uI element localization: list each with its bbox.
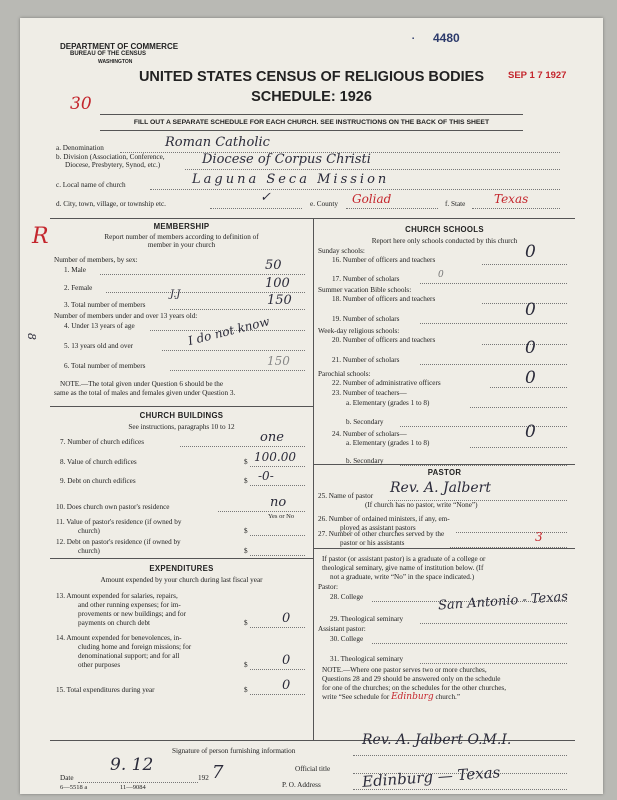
q2-label: 2. Female — [64, 284, 93, 292]
college-note-3: not a graduate, write “No” in the space indicated.) — [330, 573, 475, 581]
membership-note-1: NOTE.—The total given under Question 6 should be the — [60, 380, 224, 388]
year-prefix: 192 — [198, 774, 209, 782]
q22-q23-value: 0 — [525, 368, 536, 388]
date-label: Date — [60, 774, 74, 782]
handwritten-mark-30: 30 — [70, 94, 92, 114]
q9-dollar: $ — [244, 477, 248, 485]
q1-value: 50 — [265, 258, 282, 273]
membership-intro-1: Report number of members according to definition of — [104, 233, 259, 241]
q20-label: 20. Number of officers and teachers — [332, 336, 436, 344]
county-value: Goliad — [352, 192, 392, 206]
q30-label: 30. College — [330, 635, 364, 643]
q13-value: 0 — [282, 611, 291, 626]
q14-label-1: 14. Amount expended for benevolences, in- — [56, 634, 182, 642]
q15-label: 15. Total expenditures during year — [56, 686, 155, 694]
pastor-note-3: for one of the churches; on the schedules for the other churches, — [322, 684, 507, 692]
q24a-label: a. Elementary (grades 1 to 8) — [346, 439, 430, 447]
year-value: 7 — [212, 762, 224, 783]
q10-label: 10. Does church own pastor's residence — [56, 503, 170, 511]
stamp-dash: ▪ — [412, 36, 416, 42]
pastor-note-4-end: church.” — [435, 693, 461, 701]
q18-label: 18. Number of officers and teachers — [332, 295, 436, 303]
q26-label-1: 26. Number of ordained ministers, if any, em- — [318, 515, 450, 523]
q22-label: 22. Number of administrative officers — [332, 379, 441, 387]
signature-value: Rev. A. Jalbert O.M.I. — [362, 732, 512, 748]
q6-value: 150 — [267, 354, 290, 368]
q9-value: -0- — [258, 469, 274, 483]
date-value: 9. 12 — [110, 755, 154, 775]
q7-label: 7. Number of church edifices — [60, 438, 145, 446]
q13-dollar: $ — [244, 619, 248, 627]
date-stamp: SEP 1 7 1927 — [508, 70, 567, 81]
margin-marks: 8 — [25, 333, 38, 340]
census-schedule-form — [20, 18, 603, 794]
q23b-label: b. Secondary — [346, 418, 384, 426]
state-value: Texas — [494, 192, 529, 206]
membership-title: MEMBERSHIP — [153, 222, 210, 231]
division-value: Diocese of Corpus Christi — [202, 152, 371, 167]
q6-label: 6. Total number of members — [64, 362, 146, 370]
po-address-label: P. O. Address — [282, 781, 321, 789]
pastor-note-4 — [322, 693, 460, 702]
q12-label-2: church) — [78, 547, 100, 555]
handwritten-mark-r: R — [32, 224, 49, 249]
q17-label: 17. Number of scholars — [332, 275, 400, 283]
form-subtitle: SCHEDULE: 1926 — [251, 89, 372, 105]
q3-value: 150 — [267, 293, 292, 308]
denomination-value: Roman Catholic — [165, 135, 270, 150]
pastor-note-4-text: write “See schedule for — [322, 693, 390, 701]
members-by-sex-label: Number of members, by sex: — [54, 256, 138, 264]
q7-value: one — [260, 430, 284, 445]
q8-dollar: $ — [244, 458, 248, 466]
q15-value: 0 — [282, 678, 291, 693]
expenditures-sub: Amount expended by your church during last fiscal year — [100, 576, 263, 584]
weekday-schools-label: Week-day religious schools: — [318, 327, 400, 335]
q24-label: 24. Number of scholars— — [332, 430, 407, 438]
yes-or-no-caption: Yes or No — [268, 513, 295, 520]
q31-label: 31. Theological seminary — [330, 655, 404, 663]
pastor-title: PASTOR — [427, 468, 462, 477]
form-number: 6—5518 a — [60, 784, 88, 791]
q23a-label: a. Elementary (grades 1 to 8) — [346, 399, 430, 407]
q13-label-4: payments on church debt — [78, 619, 151, 627]
q13-label-2: and other running expenses; for im- — [78, 601, 181, 609]
buildings-sub: See instructions, paragraphs 10 to 12 — [128, 423, 235, 431]
q26-label-2: ployed as assistant pastors — [340, 524, 416, 532]
age-intro-label: Number of members under and over 13 years old: — [54, 312, 198, 320]
q15-dollar: $ — [244, 686, 248, 694]
form-title: UNITED STATES CENSUS OF RELIGIOUS BODIES — [138, 69, 485, 85]
college-note-2: theological seminary, give name of institution below. (If — [322, 564, 484, 572]
college-note-1: If pastor (or assistant pastor) is a graduate of a college or — [322, 555, 486, 563]
q14-label-3: denominational support; and for all — [78, 652, 180, 660]
city-town-value: ✓ — [260, 190, 271, 205]
q13-label-3: provements or new buildings; and for — [78, 610, 186, 618]
official-title-label: Official title — [295, 765, 331, 773]
po-address-value: Edinburg — Texas — [361, 763, 501, 791]
pastor-note-4-hand: Edinburg — [391, 692, 434, 702]
q10-value: no — [270, 495, 287, 510]
q28-label: 28. College — [330, 593, 364, 601]
membership-note-2: same as the total of males and females given under Question 3. — [54, 389, 236, 397]
q11-label-1: 11. Value of pastor's residence (if owned by — [56, 518, 182, 526]
q5-label: 5. 13 years old and over — [64, 342, 134, 350]
q14-label-2: cluding home and foreign missions; for — [78, 643, 192, 651]
department-label: DEPARTMENT OF COMMERCE — [60, 42, 179, 51]
q24b-label: b. Secondary — [346, 457, 384, 465]
q27-label-2: pastor or his assistants — [340, 539, 405, 547]
q21-label: 21. Number of scholars — [332, 356, 400, 364]
q20-q21-value: 0 — [525, 338, 536, 358]
q3-note: J.J — [170, 289, 181, 300]
denomination-label: a. Denomination — [56, 144, 104, 152]
pastor-note-1: NOTE.—Where one pastor serves two or more churches, — [322, 666, 487, 674]
q11-dollar: $ — [244, 527, 248, 535]
pastor-note-2: Questions 28 and 29 should be answered only on the schedule — [322, 675, 501, 683]
sunday-schools-label: Sunday schools: — [318, 247, 365, 255]
division-label-1: b. Division (Association, Conference, — [56, 153, 165, 161]
q29-label: 29. Theological seminary — [330, 615, 404, 623]
q1-label: 1. Male — [64, 266, 86, 274]
q4-label: 4. Under 13 years of age — [64, 322, 135, 330]
stamp-number: 4480 — [433, 31, 460, 45]
q13-label-1: 13. Amount expended for salaries, repairs, — [56, 592, 178, 600]
q8-value: 100.00 — [254, 450, 296, 464]
assistant-pastor-label: Assistant pastor: — [318, 625, 366, 633]
q17-note: 0 — [438, 270, 444, 280]
q11-label-2: church) — [78, 527, 100, 535]
q27-label-1: 27. Number of other churches served by the — [318, 530, 445, 538]
q12-label-1: 12. Debt on pastor's residence (if owned by — [56, 538, 181, 546]
q24-value: 0 — [525, 422, 536, 442]
q19-label: 19. Number of scholars — [332, 315, 400, 323]
q27-value: 3 — [535, 530, 543, 544]
pastor-sub-label: Pastor: — [318, 583, 338, 591]
q4-q5-value: I do not know — [186, 314, 271, 348]
summer-schools-label: Summer vacation Bible schools: — [318, 286, 412, 294]
membership-intro-2: member in your church — [147, 241, 216, 249]
county-label: e. County — [310, 200, 338, 208]
q14-dollar: $ — [244, 661, 248, 669]
print-number: 11—9084 — [120, 784, 146, 791]
instruction-line: FILL OUT A SEPARATE SCHEDULE FOR EACH CHURCH. SEE INSTRUCTIONS ON THE BACK OF THIS SHEET — [133, 119, 490, 126]
city-town-label: d. City, town, village, or township etc. — [56, 200, 166, 208]
q14-value: 0 — [282, 653, 291, 668]
schools-title: CHURCH SCHOOLS — [405, 225, 484, 234]
pastor-name-value: Rev. A. Jalbert — [390, 480, 491, 496]
parochial-schools-label: Parochial schools: — [318, 370, 371, 378]
q2-value: 100 — [265, 276, 290, 291]
q16-value: 0 — [525, 242, 536, 262]
schools-sub: Report here only schools conducted by this church — [371, 237, 518, 245]
q14-label-4: other purposes — [78, 661, 121, 669]
buildings-title: CHURCH BUILDINGS — [139, 411, 224, 420]
q18-q19-value: 0 — [525, 300, 536, 320]
state-label: f. State — [445, 200, 466, 208]
q3-label: 3. Total number of members — [64, 301, 146, 309]
local-name-label: c. Local name of church — [56, 181, 126, 189]
city-label: WASHINGTON — [98, 59, 133, 65]
seminary-value: San Antonio - Texas — [437, 589, 569, 614]
q8-label: 8. Value of church edifices — [60, 458, 137, 466]
signature-label: Signature of person furnishing information — [172, 747, 296, 755]
q16-label: 16. Number of officers and teachers — [332, 256, 436, 264]
q12-dollar: $ — [244, 547, 248, 555]
expenditures-title: EXPENDITURES — [149, 564, 214, 573]
local-name-value: Laguna Seca Mission — [192, 172, 390, 187]
q9-label: 9. Debt on church edifices — [60, 477, 136, 485]
q23-label: 23. Number of teachers— — [332, 389, 407, 397]
bureau-label: BUREAU OF THE CENSUS — [70, 51, 147, 57]
q25-label: 25. Name of pastor — [318, 492, 374, 500]
division-label-2: Diocese, Presbytery, Synod, etc.) — [65, 161, 161, 169]
q25-note: (If church has no pastor, write “None”) — [365, 501, 478, 509]
